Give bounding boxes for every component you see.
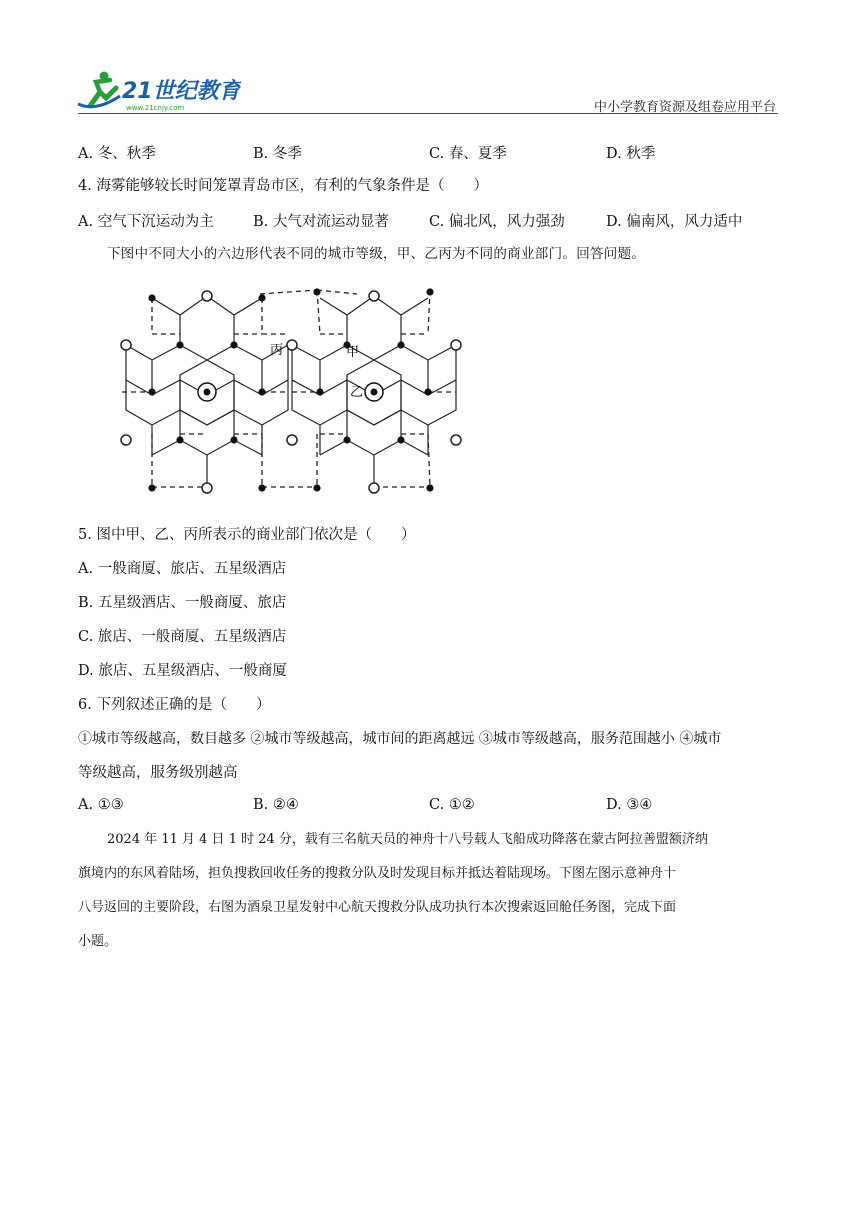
q4-options bbox=[0, 210, 860, 232]
q3-options bbox=[0, 142, 860, 164]
label-jia: 甲 bbox=[346, 345, 360, 360]
hexagon-diagram-svg bbox=[112, 282, 472, 500]
passage-line-4: 小题。 bbox=[78, 934, 118, 949]
q5-stem: 5. 图中甲、乙、丙所表示的商业部门依次是（ ） bbox=[78, 527, 416, 543]
label-bing: 丙 bbox=[270, 343, 284, 358]
runner-icon bbox=[78, 72, 120, 107]
option-c: C. 偏北风，风力强劲 bbox=[429, 214, 565, 230]
q6-statements-1: ①城市等级越高，数目越多 ②城市等级越高，城市间的距离越远 ③城市等级越高，服务范围越小 ④城市 bbox=[78, 731, 722, 747]
option-b: B. ②④ bbox=[253, 797, 299, 813]
option-c: C. ①② bbox=[429, 797, 475, 813]
label-yi: 乙 bbox=[350, 385, 364, 400]
central-place-diagram bbox=[112, 282, 472, 500]
q4-stem: 4. 海雾能够较长时间笼罩青岛市区，有利的气象条件是（ ） bbox=[78, 178, 488, 194]
svg-text:www.21cnjy.com: www.21cnjy.com bbox=[126, 104, 185, 112]
q5-option-a: A. 一般商厦、旅店、五星级酒店 bbox=[78, 561, 287, 577]
q6-options bbox=[0, 797, 860, 819]
option-a: A. 空气下沉运动为主 bbox=[78, 214, 214, 230]
passage-line-3: 八号返回的主要阶段，右图为酒泉卫星发射中心航天搜救分队成功执行本次搜索返回舱任务图，完成下面 bbox=[78, 900, 677, 915]
q5-option-d: D. 旅店、五星级酒店、一般商厦 bbox=[78, 663, 287, 679]
passage-line-1: 2024 年 11 月 4 日 1 时 24 分，载有三名航天员的神舟十八号载人飞船成功降落在蒙古阿拉善盟额济纳 bbox=[107, 832, 708, 847]
header-divider bbox=[78, 113, 778, 114]
option-a: A. ①③ bbox=[78, 797, 124, 813]
q5-option-b: B. 五星级酒店、一般商厦、旅店 bbox=[78, 595, 287, 611]
option-d: D. ③④ bbox=[606, 797, 653, 813]
svg-text:21世纪教育: 21世纪教育 bbox=[122, 79, 241, 104]
option-a: A. 冬、秋季 bbox=[78, 146, 156, 162]
q6-stem: 6. 下列叙述正确的是（ ） bbox=[78, 697, 271, 713]
q5-option-c: C. 旅店、一般商厦、五星级酒店 bbox=[78, 629, 287, 645]
passage-line-2: 旗境内的东风着陆场，担负搜救回收任务的搜救分队及时发现目标并抵达着陆现场。下图左图示意神舟十 bbox=[78, 866, 677, 881]
option-d: D. 秋季 bbox=[606, 146, 656, 162]
hex-intro: 下图中不同大小的六边形代表不同的城市等级，甲、乙丙为不同的商业部门。回答问题。 bbox=[107, 246, 646, 262]
option-b: B. 大气对流运动显著 bbox=[253, 214, 389, 230]
platform-title: 中小学教育资源及组卷应用平台 bbox=[593, 100, 776, 115]
option-b: B. 冬季 bbox=[253, 146, 302, 162]
q6-statements-2: 等级越高，服务级别越高 bbox=[78, 765, 238, 781]
option-d: D. 偏南风，风力适中 bbox=[606, 214, 743, 230]
option-c: C. 春、夏季 bbox=[429, 146, 507, 162]
site-logo bbox=[76, 66, 241, 114]
